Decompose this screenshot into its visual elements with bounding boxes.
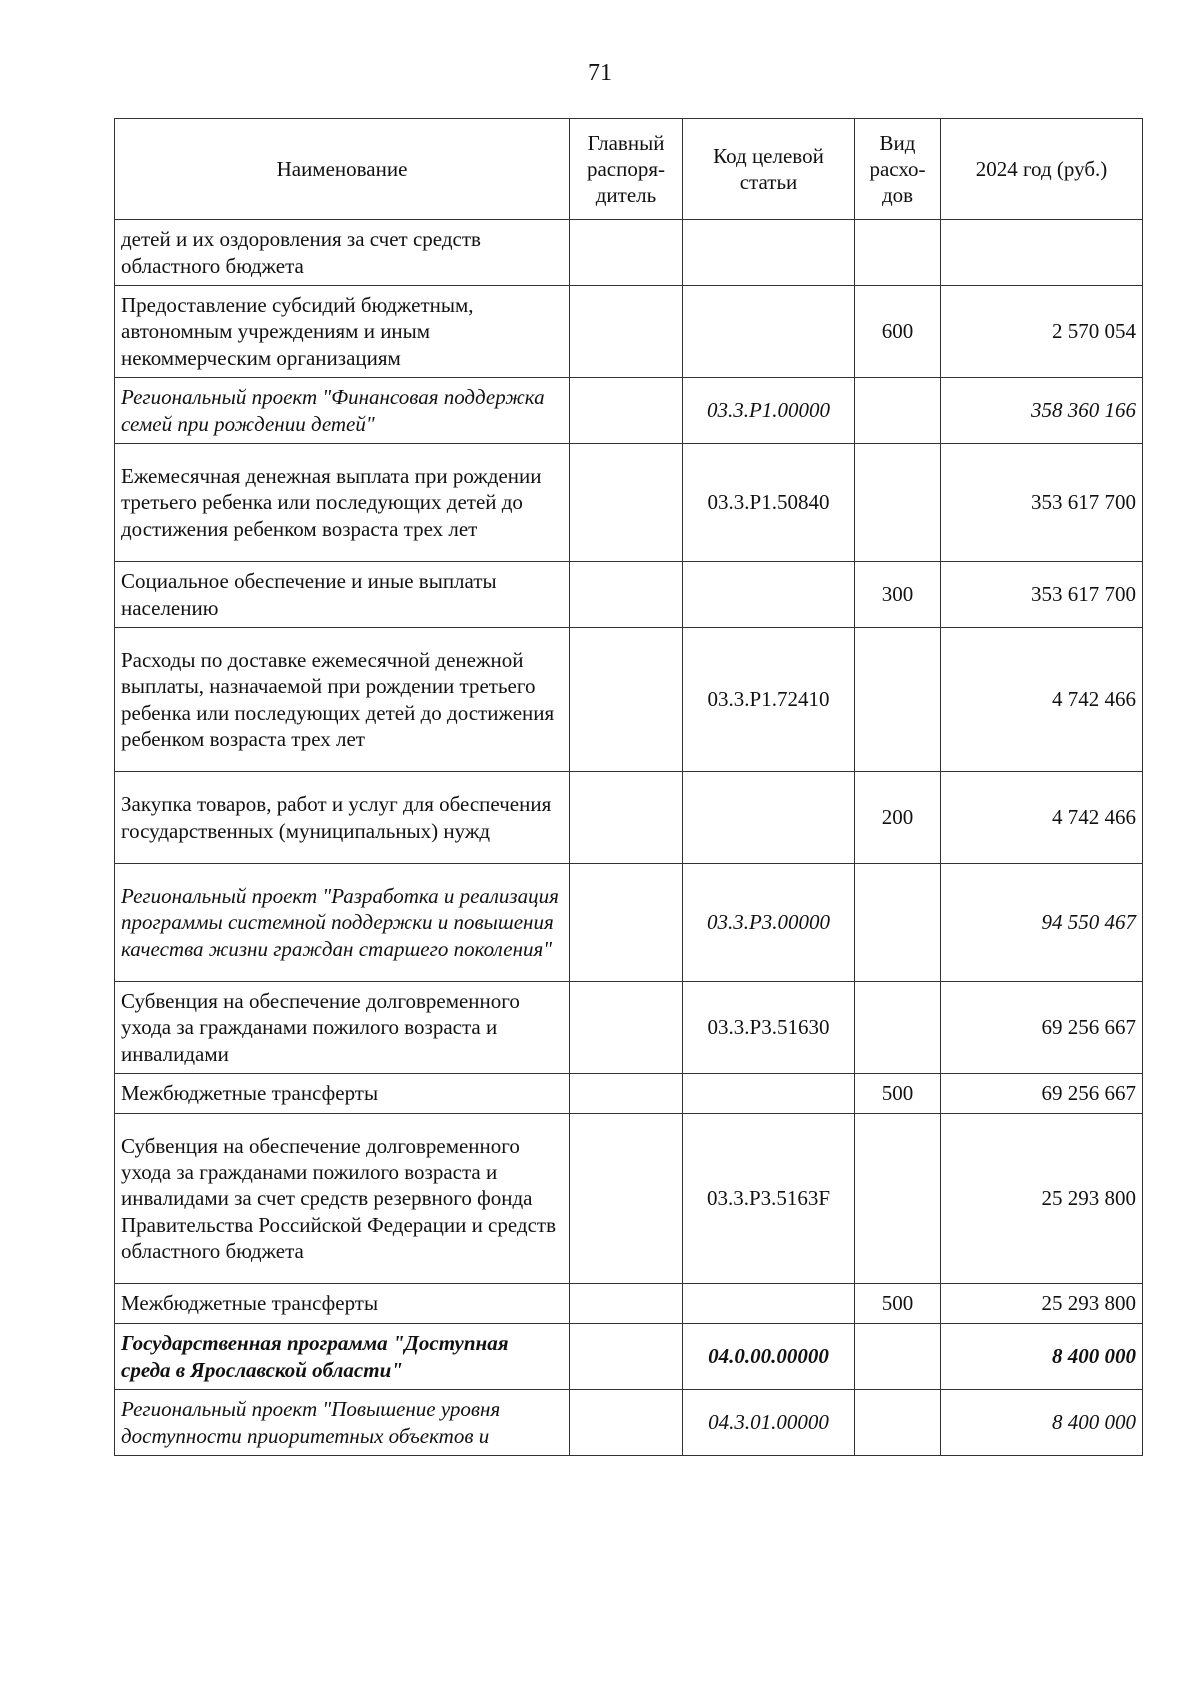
table-row bbox=[115, 982, 1143, 1074]
row-name: Предоставление субсидий бюджетным, автономным учреждениям и иным некоммерческим организациям bbox=[115, 286, 570, 378]
row-amount: 69 256 667 bbox=[941, 1074, 1143, 1114]
row-name: Ежемесячная денежная выплата при рождении третьего ребенка или последующих детей до достижения ребенком возраста трех лет bbox=[115, 444, 570, 562]
row-amount: 353 617 700 bbox=[941, 444, 1143, 562]
row-code: 03.3.Р3.5163F bbox=[683, 1114, 855, 1284]
row-amount: 4 742 466 bbox=[941, 628, 1143, 772]
table-row bbox=[115, 444, 1143, 562]
row-amount bbox=[941, 220, 1143, 286]
row-type: 300 bbox=[855, 562, 941, 628]
row-code: 04.3.01.00000 bbox=[683, 1390, 855, 1456]
row-manager bbox=[570, 220, 683, 286]
row-amount: 25 293 800 bbox=[941, 1114, 1143, 1284]
row-name: Межбюджетные трансферты bbox=[115, 1284, 570, 1324]
table-row bbox=[115, 286, 1143, 378]
row-type bbox=[855, 1390, 941, 1456]
row-code: 03.3.Р1.00000 bbox=[683, 378, 855, 444]
row-code: 03.3.Р3.00000 bbox=[683, 864, 855, 982]
row-name: Региональный проект "Повышение уровня доступности приоритетных объектов и bbox=[115, 1390, 570, 1456]
row-type: 200 bbox=[855, 772, 941, 864]
row-manager bbox=[570, 864, 683, 982]
row-amount: 2 570 054 bbox=[941, 286, 1143, 378]
header-amount: 2024 год (руб.) bbox=[941, 119, 1143, 220]
table-header-row bbox=[115, 119, 1143, 220]
row-code bbox=[683, 772, 855, 864]
row-manager bbox=[570, 444, 683, 562]
row-type bbox=[855, 864, 941, 982]
page-number: 71 bbox=[588, 60, 612, 86]
header-code: Код целевой статьи bbox=[683, 119, 855, 220]
row-name: Региональный проект "Разработка и реализация программы системной поддержки и повышения качества жизни граждан старшего поколения" bbox=[115, 864, 570, 982]
row-type: 500 bbox=[855, 1284, 941, 1324]
table-row bbox=[115, 1074, 1143, 1114]
row-manager bbox=[570, 1074, 683, 1114]
row-manager bbox=[570, 1284, 683, 1324]
row-type bbox=[855, 982, 941, 1074]
table-row bbox=[115, 1390, 1143, 1456]
table-row bbox=[115, 220, 1143, 286]
row-amount: 358 360 166 bbox=[941, 378, 1143, 444]
row-manager bbox=[570, 1114, 683, 1284]
row-code bbox=[683, 562, 855, 628]
row-type bbox=[855, 628, 941, 772]
row-name: Закупка товаров, работ и услуг для обеспечения государственных (муниципальных) нужд bbox=[115, 772, 570, 864]
header-manager: Главный распоря-дитель bbox=[570, 119, 683, 220]
row-name: Расходы по доставке ежемесячной денежной выплаты, назначаемой при рождении третьего ребенка или последующих детей до достижения ребенком возраста трех лет bbox=[115, 628, 570, 772]
row-amount: 8 400 000 bbox=[941, 1390, 1143, 1456]
table-row bbox=[115, 1284, 1143, 1324]
budget-table bbox=[114, 118, 1143, 1456]
row-amount: 353 617 700 bbox=[941, 562, 1143, 628]
row-code bbox=[683, 1284, 855, 1324]
row-name: детей и их оздоровления за счет средств областного бюджета bbox=[115, 220, 570, 286]
row-code bbox=[683, 286, 855, 378]
row-amount: 69 256 667 bbox=[941, 982, 1143, 1074]
header-name: Наименование bbox=[115, 119, 570, 220]
row-manager bbox=[570, 628, 683, 772]
table-row bbox=[115, 864, 1143, 982]
row-type: 600 bbox=[855, 286, 941, 378]
row-type bbox=[855, 444, 941, 562]
row-code: 03.3.Р3.51630 bbox=[683, 982, 855, 1074]
row-name: Государственная программа "Доступная среда в Ярославской области" bbox=[115, 1324, 570, 1390]
row-name: Региональный проект "Финансовая поддержка семей при рождении детей" bbox=[115, 378, 570, 444]
row-amount: 25 293 800 bbox=[941, 1284, 1143, 1324]
row-type bbox=[855, 378, 941, 444]
row-name: Субвенция на обеспечение долговременного ухода за гражданами пожилого возраста и инвалидами bbox=[115, 982, 570, 1074]
table-row bbox=[115, 628, 1143, 772]
row-amount: 8 400 000 bbox=[941, 1324, 1143, 1390]
row-manager bbox=[570, 562, 683, 628]
table-body bbox=[115, 220, 1143, 1456]
header-type: Вид расхо-дов bbox=[855, 119, 941, 220]
row-type bbox=[855, 1114, 941, 1284]
row-amount: 4 742 466 bbox=[941, 772, 1143, 864]
row-code: 03.3.Р1.72410 bbox=[683, 628, 855, 772]
row-name: Социальное обеспечение и иные выплаты населению bbox=[115, 562, 570, 628]
row-name: Субвенция на обеспечение долговременного ухода за гражданами пожилого возраста и инвалидами за счет средств резервного фонда Правительства Российской Федерации и средств областного бюджета bbox=[115, 1114, 570, 1284]
table-row bbox=[115, 1324, 1143, 1390]
row-code bbox=[683, 220, 855, 286]
row-type bbox=[855, 1324, 941, 1390]
row-name: Межбюджетные трансферты bbox=[115, 1074, 570, 1114]
row-manager bbox=[570, 286, 683, 378]
row-amount: 94 550 467 bbox=[941, 864, 1143, 982]
row-code: 04.0.00.00000 bbox=[683, 1324, 855, 1390]
row-manager bbox=[570, 982, 683, 1074]
row-manager bbox=[570, 772, 683, 864]
row-code: 03.3.Р1.50840 bbox=[683, 444, 855, 562]
row-type: 500 bbox=[855, 1074, 941, 1114]
table-row bbox=[115, 1114, 1143, 1284]
table-row bbox=[115, 772, 1143, 864]
row-code bbox=[683, 1074, 855, 1114]
table-row bbox=[115, 562, 1143, 628]
row-manager bbox=[570, 378, 683, 444]
table-row bbox=[115, 378, 1143, 444]
row-manager bbox=[570, 1390, 683, 1456]
row-type bbox=[855, 220, 941, 286]
row-manager bbox=[570, 1324, 683, 1390]
